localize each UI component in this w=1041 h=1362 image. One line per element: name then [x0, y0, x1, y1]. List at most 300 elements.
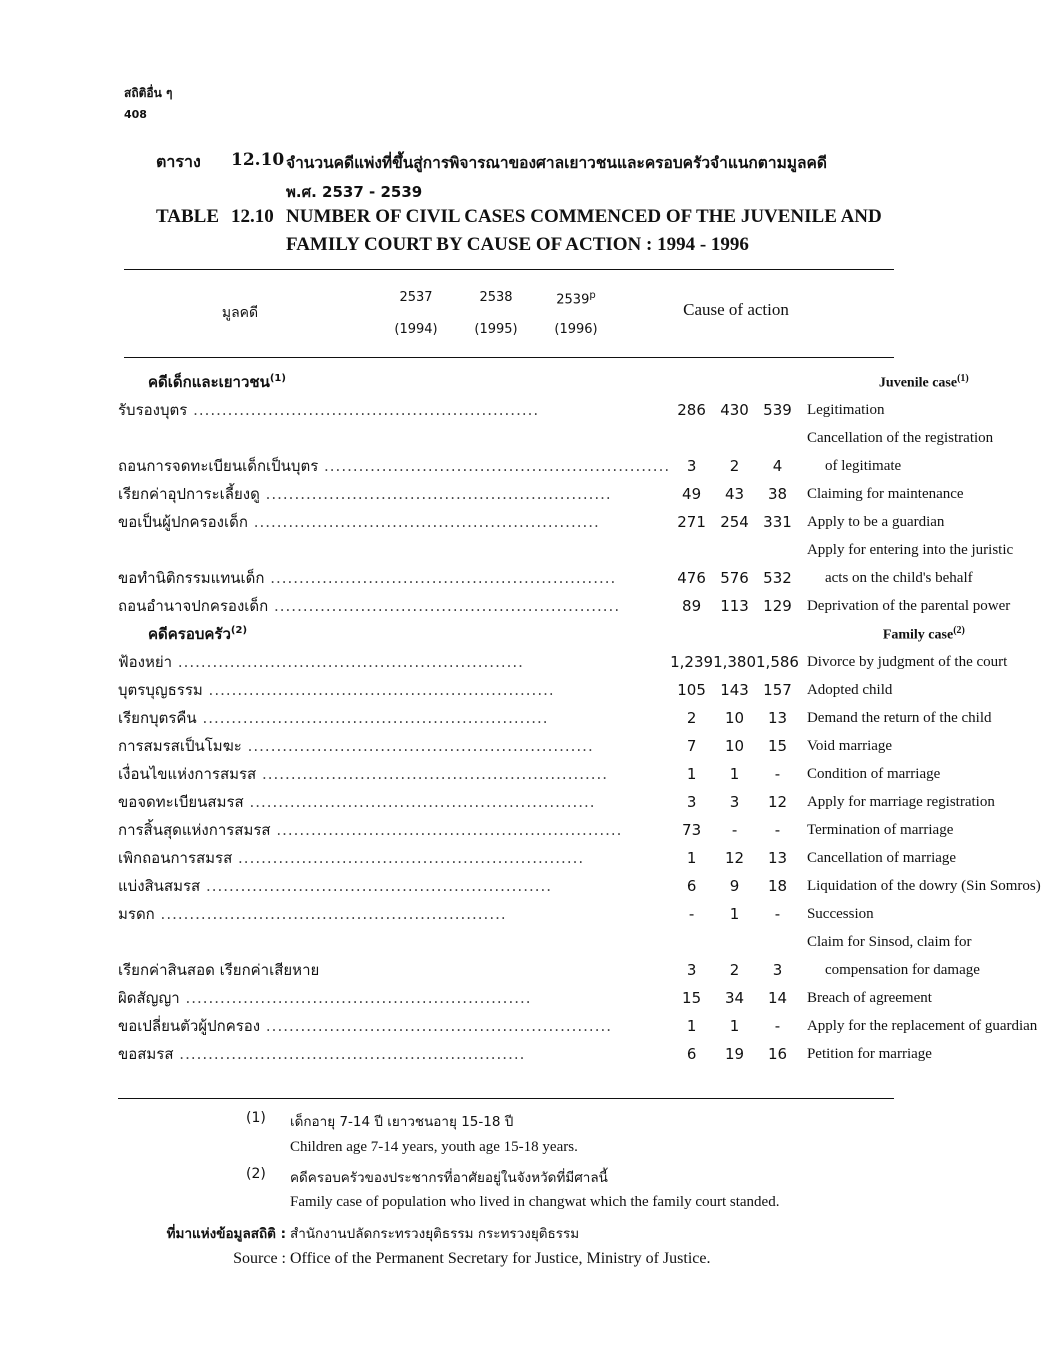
table-row	[118, 844, 1041, 872]
value-1: 1	[686, 765, 697, 783]
value-3: 539	[763, 401, 792, 419]
cause-en: Juvenile case	[878, 375, 958, 391]
value-3-cell	[756, 480, 799, 508]
value-3-cell	[756, 872, 799, 900]
value-1-cell	[670, 368, 713, 396]
value-1: 7	[686, 737, 697, 755]
value-3-cell	[756, 704, 799, 732]
title-th-line2: พ.ศ. 2537 - 2539	[286, 183, 423, 201]
table-row	[118, 872, 1041, 900]
cause-en-cell	[799, 648, 1041, 676]
cause-th-cell	[118, 732, 670, 760]
cause-en-cell	[799, 620, 1041, 648]
value-3: -	[774, 821, 781, 839]
value-3-cell	[756, 676, 799, 704]
cause-th: รับรองบุตร	[118, 401, 188, 419]
table-row	[118, 1040, 1041, 1068]
value-3-cell	[756, 1012, 799, 1040]
value-2: 3	[729, 793, 740, 811]
value-1: 1	[686, 849, 697, 867]
value-2-cell	[713, 396, 756, 424]
value-2-cell	[713, 1012, 756, 1040]
cause-en-cell	[799, 1012, 1041, 1040]
value-1: 2	[686, 709, 697, 727]
cause-en: Termination of marriage	[806, 821, 954, 838]
value-2-cell	[713, 900, 756, 928]
value-2-cell	[713, 536, 756, 564]
cause-th: ขอเปลี่ยนตัวผู้ปกครอง	[118, 1017, 261, 1035]
table-row	[118, 536, 1041, 564]
cause-th-cell	[118, 956, 670, 984]
footnote-1-th: เด็กอายุ 7-14 ปี เยาวชนอายุ 15-18 ปี	[290, 1114, 514, 1130]
value-3-cell	[756, 928, 799, 956]
value-2: 2	[729, 961, 740, 979]
value-2: 1	[729, 1017, 740, 1035]
section-row	[118, 368, 1041, 396]
cause-en-cell	[799, 760, 1041, 788]
cause-th-cell	[118, 620, 670, 648]
cause-th: ขอสมรส	[118, 1045, 174, 1063]
cause-en: Deprivation of the parental power	[806, 597, 1011, 614]
value-1-cell	[670, 676, 713, 704]
value-2: -	[731, 821, 738, 839]
cause-th-cell	[118, 592, 670, 620]
value-1-cell	[670, 1012, 713, 1040]
table-row	[118, 984, 1041, 1012]
value-2-cell	[713, 984, 756, 1012]
value-1-cell	[670, 480, 713, 508]
cause-en: Condition of marriage	[806, 765, 941, 782]
value-2-cell	[713, 592, 756, 620]
value-1-cell	[670, 536, 713, 564]
cause-th: คดีเด็กและเยาวชน	[148, 373, 270, 391]
cause-th-cell	[118, 1012, 670, 1040]
cause-th: คดีครอบครัว	[148, 625, 231, 643]
table-row	[118, 760, 1041, 788]
source-en-label: Source :	[233, 1250, 286, 1267]
cause-th-cell	[118, 844, 670, 872]
footnote-2-en: Family case of population who lived in changwat which the family court standed.	[290, 1194, 780, 1210]
cause-th: แบ่งสินสมรส	[118, 877, 201, 895]
table-row	[118, 648, 1041, 676]
value-2-cell	[713, 732, 756, 760]
title-en-line2: FAMILY COURT BY CAUSE OF ACTION : 1994 - 1996	[286, 234, 749, 255]
cause-th-cell	[118, 508, 670, 536]
value-3: 13	[767, 709, 788, 727]
value-3-cell	[756, 900, 799, 928]
value-1: 1	[686, 1017, 697, 1035]
value-2: 1,380	[713, 653, 757, 671]
value-3: 157	[763, 681, 792, 699]
cause-th-cell	[118, 872, 670, 900]
cause-en: Demand the return of the child	[806, 709, 992, 726]
cause-th: ขอทำนิติกรรมแทนเด็ก	[118, 569, 265, 587]
title-th-label: ตาราง	[156, 152, 201, 171]
value-3-cell	[756, 844, 799, 872]
cause-th-cell	[118, 928, 670, 956]
cause-th: มรดก	[118, 905, 155, 923]
value-1-cell	[670, 508, 713, 536]
cause-th-cell	[118, 760, 670, 788]
cause-th: การสิ้นสุดแห่งการสมรส	[118, 821, 271, 839]
value-3: 15	[767, 737, 788, 755]
title-th-line1: จำนวนคดีแพ่งที่ขึ้นสู่การพิจารณาของศาลเยาวชนและครอบครัวจำแนกตามมูลคดี	[286, 154, 827, 172]
page-number: 408	[124, 108, 147, 121]
value-2-cell	[713, 788, 756, 816]
value-1-cell	[670, 872, 713, 900]
table-row	[118, 788, 1041, 816]
value-2-cell	[713, 928, 756, 956]
value-1-cell	[670, 900, 713, 928]
table-bottom-rule	[118, 1098, 894, 1099]
title-en-line1: NUMBER OF CIVIL CASES COMMENCED OF THE JUVENILE AND	[286, 206, 882, 227]
col-head-year-3-ad: (1996)	[554, 322, 598, 337]
value-3-cell	[756, 816, 799, 844]
value-1: 3	[686, 961, 697, 979]
cause-th-cell	[118, 480, 670, 508]
footnote-2-th: คดีครอบครัวของประชากรที่อาศัยอยู่ในจังหวัดที่มีศาลนี้	[290, 1170, 608, 1186]
cause-th-footnote: (2)	[230, 625, 248, 636]
table-top-rule	[124, 269, 894, 270]
cause-th: ผิดสัญญา	[118, 989, 180, 1007]
cause-th-cell	[118, 676, 670, 704]
col-head-th-cause: มูลคดี	[221, 305, 259, 321]
cause-th-cell	[118, 452, 670, 480]
cause-th: เพิกถอนการสมรส	[118, 849, 233, 867]
cause-en: Legitimation	[806, 401, 885, 418]
cause-en: Apply for marriage registration	[806, 793, 995, 810]
leader-dots: ............................................................	[256, 765, 609, 783]
cause-en-cell	[799, 452, 1041, 480]
value-1-cell	[670, 844, 713, 872]
value-1-cell	[670, 788, 713, 816]
cause-en: Claiming for maintenance	[806, 485, 964, 502]
value-3: 1,586	[756, 653, 799, 671]
value-2-cell	[713, 368, 756, 396]
value-1: 476	[677, 569, 706, 587]
value-2: 10	[724, 709, 745, 727]
leader-dots: ............................................................	[196, 709, 549, 727]
cause-th: บุตรบุญธรรม	[118, 681, 203, 699]
value-2: 19	[724, 1045, 745, 1063]
value-1: 89	[682, 597, 702, 615]
title-number-th: 12.10	[231, 150, 285, 170]
value-3-cell	[756, 592, 799, 620]
value-2-cell	[713, 872, 756, 900]
value-1-cell	[670, 732, 713, 760]
value-2: 43	[724, 485, 745, 503]
leader-dots: ............................................................	[247, 513, 600, 531]
leader-dots: ............................................................	[270, 821, 623, 839]
cause-en-cell	[799, 844, 1041, 872]
cause-en-cell	[799, 732, 1041, 760]
cause-th-cell	[118, 788, 670, 816]
value-1: 1,239	[670, 653, 714, 671]
cause-en-cell	[799, 592, 1041, 620]
value-2: 2	[729, 457, 740, 475]
cause-en: Succession	[806, 905, 874, 922]
value-3-cell	[756, 984, 799, 1012]
value-3: 129	[763, 597, 792, 615]
value-2: 12	[724, 849, 745, 867]
cause-en-cell	[799, 424, 1041, 452]
value-1: 49	[682, 485, 702, 503]
cause-th: เรียกค่าอุปการะเลี้ยงดู	[118, 485, 260, 503]
value-3: 14	[767, 989, 788, 1007]
cause-en-cell	[799, 956, 1041, 984]
value-3-cell	[756, 368, 799, 396]
leader-dots: ............................................................	[268, 597, 621, 615]
section-header: สถิติอื่น ๆ	[124, 86, 173, 100]
cause-en-cell	[799, 1040, 1041, 1068]
value-1: 6	[686, 877, 697, 895]
cause-th-cell	[118, 900, 670, 928]
value-1-cell	[670, 704, 713, 732]
value-3-cell	[756, 1040, 799, 1068]
value-1-cell	[670, 760, 713, 788]
table-row	[118, 1012, 1041, 1040]
col-head-year-3	[536, 290, 616, 307]
value-2: 254	[720, 513, 749, 531]
value-3-cell	[756, 536, 799, 564]
source-th-label: ที่มาแห่งข้อมูลสถิติ :	[166, 1226, 286, 1242]
value-2-cell	[713, 648, 756, 676]
leader-dots: ............................................................	[173, 1045, 526, 1063]
cause-en-cell	[799, 928, 1041, 956]
cause-en: Apply for the replacement of guardian	[806, 1017, 1038, 1034]
leader-dots: ............................................................	[260, 1017, 612, 1035]
value-2-cell	[713, 844, 756, 872]
cause-th-footnote: (1)	[269, 373, 286, 384]
value-3-cell	[756, 452, 799, 480]
data-table	[118, 368, 1041, 1068]
table-row	[118, 900, 1041, 928]
leader-dots: ............................................................	[232, 849, 585, 867]
cause-en-cell	[799, 704, 1041, 732]
cause-th-cell	[118, 1040, 670, 1068]
value-2-cell	[713, 816, 756, 844]
value-3-cell	[756, 732, 799, 760]
cause-en-cell	[799, 480, 1041, 508]
value-3: 331	[763, 513, 792, 531]
value-3: -	[774, 1017, 781, 1035]
value-1: 105	[677, 681, 706, 699]
cause-en-cell	[799, 872, 1041, 900]
col-head-year-2: 2538	[479, 290, 513, 305]
cause-en-cell	[799, 564, 1041, 592]
cause-en-cell	[799, 788, 1041, 816]
title-en-label: TABLE	[156, 206, 220, 227]
value-1-cell	[670, 816, 713, 844]
col-head-year-3-sup: p	[589, 290, 596, 301]
title-number-en: 12.10	[231, 206, 274, 227]
value-2-cell	[713, 452, 756, 480]
value-3-cell	[756, 564, 799, 592]
col-head-year-3-be: 2539	[556, 292, 590, 308]
value-3-cell	[756, 508, 799, 536]
col-head-year-2-ad: (1995)	[474, 322, 518, 337]
table-row	[118, 452, 1041, 480]
footnote-2-mark: (2)	[246, 1166, 266, 1182]
cause-th: ขอจดทะเบียนสมรส	[118, 793, 244, 811]
value-1: 271	[677, 513, 706, 531]
table-row	[118, 732, 1041, 760]
cause-th: ถอนอำนาจปกครองเด็ก	[118, 597, 269, 615]
value-2-cell	[713, 676, 756, 704]
col-head-year-1: 2537	[399, 290, 433, 305]
cause-th: เงื่อนไขแห่งการสมรส	[118, 765, 257, 783]
col-head-year-1-ad: (1994)	[394, 322, 438, 337]
value-2-cell	[713, 508, 756, 536]
value-1: 15	[682, 989, 702, 1007]
value-3-cell	[756, 396, 799, 424]
cause-th-cell	[118, 536, 670, 564]
value-1-cell	[670, 1040, 713, 1068]
cause-th-cell	[118, 396, 670, 424]
value-3: 12	[767, 793, 788, 811]
cause-en: Void marriage	[806, 737, 893, 754]
value-3: 38	[767, 485, 788, 503]
table-header-rule	[124, 357, 894, 358]
leader-dots: ............................................................	[200, 877, 553, 895]
cause-en: acts on the child's behalf	[824, 569, 973, 586]
source-en-text: Office of the Permanent Secretary for Justice, Ministry of Justice.	[290, 1250, 711, 1267]
cause-en: Petition for marriage	[806, 1045, 932, 1062]
cause-en-cell	[799, 396, 1041, 424]
value-2: 1	[729, 765, 740, 783]
value-2-cell	[713, 956, 756, 984]
cause-en: Divorce by judgment of the court	[806, 653, 1008, 670]
value-3-cell	[756, 788, 799, 816]
value-1: 286	[677, 401, 706, 419]
leader-dots: ............................................................	[179, 989, 532, 1007]
cause-en: Cancellation of the registration	[806, 429, 994, 446]
table-row	[118, 508, 1041, 536]
value-3: 3	[772, 961, 783, 979]
cause-en: compensation for damage	[824, 961, 980, 978]
value-3-cell	[756, 956, 799, 984]
table-row	[118, 396, 1041, 424]
value-2-cell	[713, 620, 756, 648]
cause-th-cell	[118, 424, 670, 452]
leader-dots: ............................................................	[259, 485, 612, 503]
cause-en-cell	[799, 676, 1041, 704]
cause-th-cell	[118, 816, 670, 844]
section-row	[118, 620, 1041, 648]
value-1-cell	[670, 396, 713, 424]
cause-en-cell	[799, 368, 1041, 396]
leader-dots: ............................................................	[243, 793, 596, 811]
value-3-cell	[756, 620, 799, 648]
leader-dots: ............................................................	[154, 905, 507, 923]
table-row	[118, 424, 1041, 452]
table-row	[118, 956, 1041, 984]
cause-th: การสมรสเป็นโมฆะ	[118, 737, 242, 755]
value-2-cell	[713, 760, 756, 788]
value-1-cell	[670, 648, 713, 676]
value-3-cell	[756, 648, 799, 676]
value-3: 4	[772, 457, 783, 475]
value-1: 3	[686, 793, 697, 811]
cause-th-cell	[118, 648, 670, 676]
cause-en: Breach of agreement	[806, 989, 932, 1006]
value-3: -	[774, 905, 781, 923]
table-row	[118, 928, 1041, 956]
value-1-cell	[670, 984, 713, 1012]
cause-en: Apply for entering into the juristic	[806, 541, 1014, 558]
cause-en-cell	[799, 900, 1041, 928]
value-1-cell	[670, 592, 713, 620]
value-2-cell	[713, 1040, 756, 1068]
value-2-cell	[713, 424, 756, 452]
table-row	[118, 564, 1041, 592]
value-3: -	[774, 765, 781, 783]
cause-th: เรียกค่าสินสอด เรียกค่าเสียหาย	[118, 961, 320, 979]
value-2: 10	[724, 737, 745, 755]
value-3: 18	[767, 877, 788, 895]
footnote-1-en: Children age 7-14 years, youth age 15-18 years.	[290, 1139, 578, 1155]
value-2-cell	[713, 704, 756, 732]
value-3-cell	[756, 760, 799, 788]
table-row	[118, 816, 1041, 844]
leader-dots: ............................................................	[202, 681, 555, 699]
cause-en: Adopted child	[806, 681, 893, 698]
cause-en: Apply to be a guardian	[806, 513, 945, 530]
cause-en: Claim for Sinsod, claim for	[806, 933, 972, 950]
value-2: 430	[720, 401, 749, 419]
value-2: 143	[720, 681, 749, 699]
table-row	[118, 592, 1041, 620]
value-1-cell	[670, 424, 713, 452]
cause-en: Cancellation of marriage	[806, 849, 957, 866]
cause-en-cell	[799, 816, 1041, 844]
cause-th-cell	[118, 368, 670, 396]
table-row	[118, 480, 1041, 508]
value-3-cell	[756, 424, 799, 452]
value-1-cell	[670, 956, 713, 984]
cause-en-cell	[799, 984, 1041, 1012]
value-2: 576	[720, 569, 749, 587]
value-1: 3	[686, 457, 697, 475]
value-2: 9	[729, 877, 740, 895]
value-3: 13	[767, 849, 788, 867]
value-2-cell	[713, 480, 756, 508]
cause-en-cell	[799, 508, 1041, 536]
cause-th: ถอนการจดทะเบียนเด็กเป็นบุตร	[118, 457, 319, 475]
value-2: 113	[720, 597, 749, 615]
cause-th-cell	[118, 984, 670, 1012]
cause-th: ขอเป็นผู้ปกครองเด็ก	[118, 513, 248, 531]
leader-dots: ............................................................	[241, 737, 594, 755]
cause-en-footnote: (1)	[957, 372, 969, 384]
cause-en-footnote: (2)	[953, 624, 965, 636]
value-1: 6	[686, 1045, 697, 1063]
value-1: -	[688, 905, 695, 923]
leader-dots: ............................................................	[172, 653, 524, 671]
value-1-cell	[670, 620, 713, 648]
table-row	[118, 676, 1041, 704]
value-1: 73	[682, 821, 702, 839]
value-2: 1	[729, 905, 740, 923]
col-head-en-cause: Cause of action	[683, 300, 789, 319]
value-1-cell	[670, 452, 713, 480]
cause-en: of legitimate	[824, 457, 902, 474]
leader-dots: ............................................................	[264, 569, 617, 587]
cause-en: Liquidation of the dowry (Sin Somros)	[806, 877, 1041, 894]
leader-dots: ............................................................	[318, 457, 671, 475]
value-1-cell	[670, 564, 713, 592]
value-2-cell	[713, 564, 756, 592]
